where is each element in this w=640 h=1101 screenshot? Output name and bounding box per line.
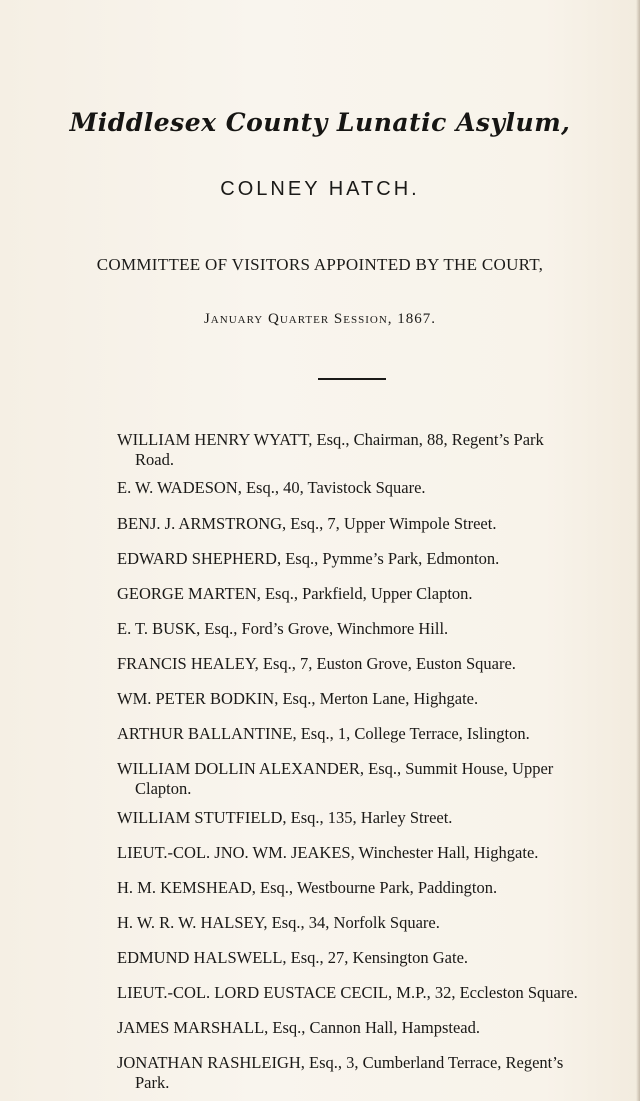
member-entry: [117, 913, 627, 933]
member-entry: [117, 514, 627, 534]
member-line: FRANCIS HEALEY, Esq., 7, Euston Grove, Euston Square.: [117, 654, 516, 673]
member-line: LIEUT.-COL. LORD EUSTACE CECIL, M.P., 32, Eccleston Square.: [117, 983, 578, 1002]
session-heading: January Quarter Session, 1867.: [203, 311, 437, 327]
member-entry: [117, 843, 627, 863]
member-entry: [117, 724, 627, 744]
member-line: BENJ. J. ARMSTRONG, Esq., 7, Upper Wimpole Street.: [117, 514, 497, 533]
member-line-continued: Road.: [135, 450, 174, 469]
member-line: EDMUND HALSWELL, Esq., 27, Kensington Gate.: [117, 948, 469, 967]
member-line: JONATHAN RASHLEIGH, Esq., 3, Cumberland Terrace, Regent’s: [117, 1053, 564, 1072]
member-entry: [117, 1018, 627, 1038]
member-line: WM. PETER BODKIN, Esq., Merton Lane, Highgate.: [117, 689, 479, 708]
member-line: ARTHUR BALLANTINE, Esq., 1, College Terrace, Islington.: [117, 724, 530, 743]
institution-title: Middlesex County Lunatic Asylum,: [69, 108, 571, 137]
member-line: GEORGE MARTEN, Esq., Parkfield, Upper Clapton.: [117, 584, 473, 603]
member-entry: [117, 878, 627, 898]
member-entry: [117, 430, 627, 470]
member-entry: [117, 584, 627, 604]
member-line: LIEUT.-COL. JNO. WM. JEAKES, Winchester Hall, Highgate.: [117, 843, 539, 862]
member-line: E. T. BUSK, Esq., Ford’s Grove, Winchmore Hill.: [117, 619, 449, 638]
member-line: E. W. WADESON, Esq., 40, Tavistock Square.: [117, 478, 426, 497]
member-entry: [117, 619, 627, 639]
member-entry: [117, 1053, 627, 1093]
location-title: COLNEY HATCH.: [220, 178, 420, 200]
member-entry: [117, 948, 627, 968]
member-line: WILLIAM DOLLIN ALEXANDER, Esq., Summit House, Upper: [117, 759, 554, 778]
member-line-continued: Park.: [135, 1073, 170, 1092]
member-entry: [117, 759, 627, 799]
member-line: EDWARD SHEPHERD, Esq., Pymme’s Park, Edmonton.: [117, 549, 500, 568]
member-entry: [117, 549, 627, 569]
member-entry: [117, 478, 627, 498]
member-line-continued: Clapton.: [135, 779, 192, 798]
member-line: JAMES MARSHALL, Esq., Cannon Hall, Hampstead.: [117, 1018, 480, 1037]
member-entry: [117, 983, 627, 1003]
member-line: H. M. KEMSHEAD, Esq., Westbourne Park, Paddington.: [117, 878, 498, 897]
member-line: WILLIAM HENRY WYATT, Esq., Chairman, 88, Regent’s Park: [117, 430, 544, 449]
member-line: H. W. R. W. HALSEY, Esq., 34, Norfolk Square.: [117, 913, 440, 932]
member-entry: [117, 689, 627, 709]
member-entry: [117, 808, 627, 828]
member-line: WILLIAM STUTFIELD, Esq., 135, Harley Street.: [117, 808, 453, 827]
member-entry: [117, 654, 627, 674]
committee-heading: COMMITTEE OF VISITORS APPOINTED BY THE COURT,: [96, 255, 544, 274]
